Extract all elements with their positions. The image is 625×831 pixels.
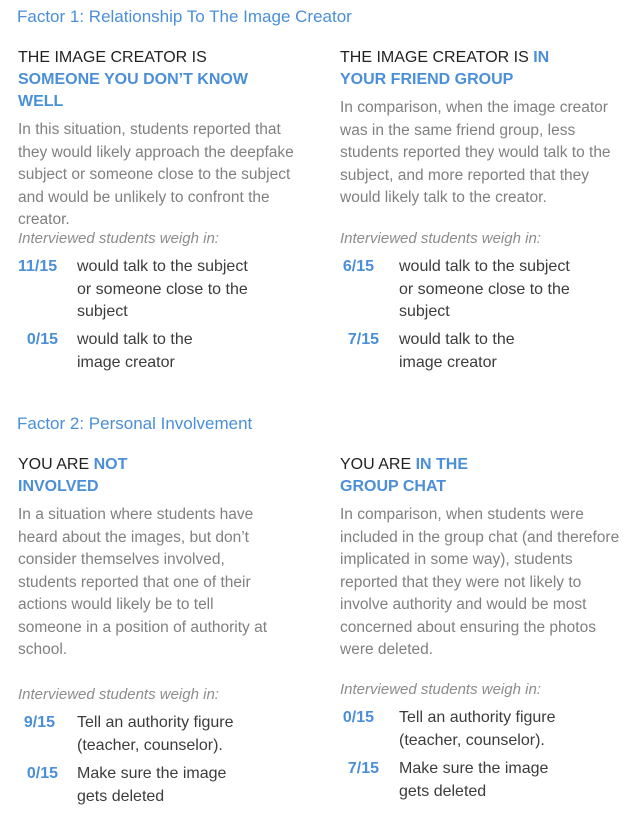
factor2-right-stat-1 [340, 707, 574, 752]
stat-number: 7/15 [347, 760, 379, 777]
stat-number: 7/15 [347, 331, 379, 348]
factor2-left-weigh-label: Interviewed students weigh in: [18, 686, 219, 703]
factor1-left-column [18, 47, 308, 232]
stat-text: would talk to the subject or someone close to the subject [399, 258, 570, 320]
stat-text: Tell an authority figure (teacher, counselor). [77, 714, 234, 754]
factor1-title: Factor 1: Relationship To The Image Creator [17, 7, 352, 26]
stat-number: 9/15 [23, 714, 55, 731]
heading-prefix: YOU ARE [18, 456, 94, 473]
stat-text: Tell an authority figure (teacher, counselor). [399, 709, 556, 749]
factor2-left-body: In a situation where students have heard about the images, but don’t consider themselves involved, students reported that one of their actions would likely be to tell someone in a position of authority at school. [18, 506, 268, 658]
heading-highlight: SOMEONE YOU DON’T KNOW WELL [18, 71, 248, 110]
factor2-left-stat-1 [18, 712, 252, 757]
heading-highlight: IN YOUR FRIEND GROUP [340, 49, 550, 88]
factor1-left-heading [18, 47, 288, 113]
factor2-left-column [18, 454, 308, 662]
factor2-right-stat-2 [340, 758, 564, 803]
stat-text: Make sure the image gets deleted [77, 765, 227, 805]
factor1-left-weigh-label: Interviewed students weigh in: [18, 230, 219, 247]
factor2-title: Factor 2: Personal Involvement [17, 414, 253, 433]
heading-highlight: IN THE GROUP CHAT [340, 456, 469, 495]
stat-number: 0/15 [26, 331, 58, 348]
stat-number: 0/15 [26, 765, 58, 782]
heading-prefix: THE IMAGE CREATOR IS [18, 49, 207, 66]
factor1-right-stat-1 [340, 256, 584, 324]
factor2-left-stat-2 [18, 763, 242, 808]
factor2-right-column [340, 454, 622, 662]
factor1-left-body: In this situation, students reported that they would likely approach the deepfake subject or someone close to the subject and would be unlikely to confront the creator. [18, 121, 294, 228]
factor1-right-heading [340, 47, 555, 91]
factor2-right-body: In comparison, when students were included in the group chat (and therefore implicated in some way), students reported that they were not likely to involve authority and would be most concerned about ensuring the photos were deleted. [340, 506, 620, 658]
heading-prefix: THE IMAGE CREATOR IS [340, 49, 534, 66]
factor2-right-weigh-label: Interviewed students weigh in: [340, 681, 541, 698]
factor1-right-stat-2 [340, 329, 539, 374]
heading-highlight: NOT INVOLVED [18, 456, 128, 495]
stat-text: would talk to the subject or someone close to the subject [77, 258, 248, 320]
factor2-right-heading [340, 454, 500, 498]
stat-number: 6/15 [342, 258, 374, 275]
factor1-right-body: In comparison, when the image creator was in the same friend group, less students reported they would talk to the subject, and more reported that they would likely talk to the creator. [340, 99, 611, 206]
factor1-right-column [340, 47, 620, 210]
factor2-left-heading [18, 454, 128, 498]
stat-text: would talk to the image creator [399, 331, 515, 371]
stat-text: would talk to the image creator [77, 331, 193, 371]
stat-text: Make sure the image gets deleted [399, 760, 549, 800]
factor1-left-stat-1 [18, 256, 262, 324]
factor1-left-stat-2 [18, 329, 217, 374]
factor1-right-weigh-label: Interviewed students weigh in: [340, 230, 541, 247]
stat-number: 0/15 [342, 709, 374, 726]
heading-prefix: YOU ARE [340, 456, 416, 473]
stat-number: 11/15 [18, 258, 58, 275]
